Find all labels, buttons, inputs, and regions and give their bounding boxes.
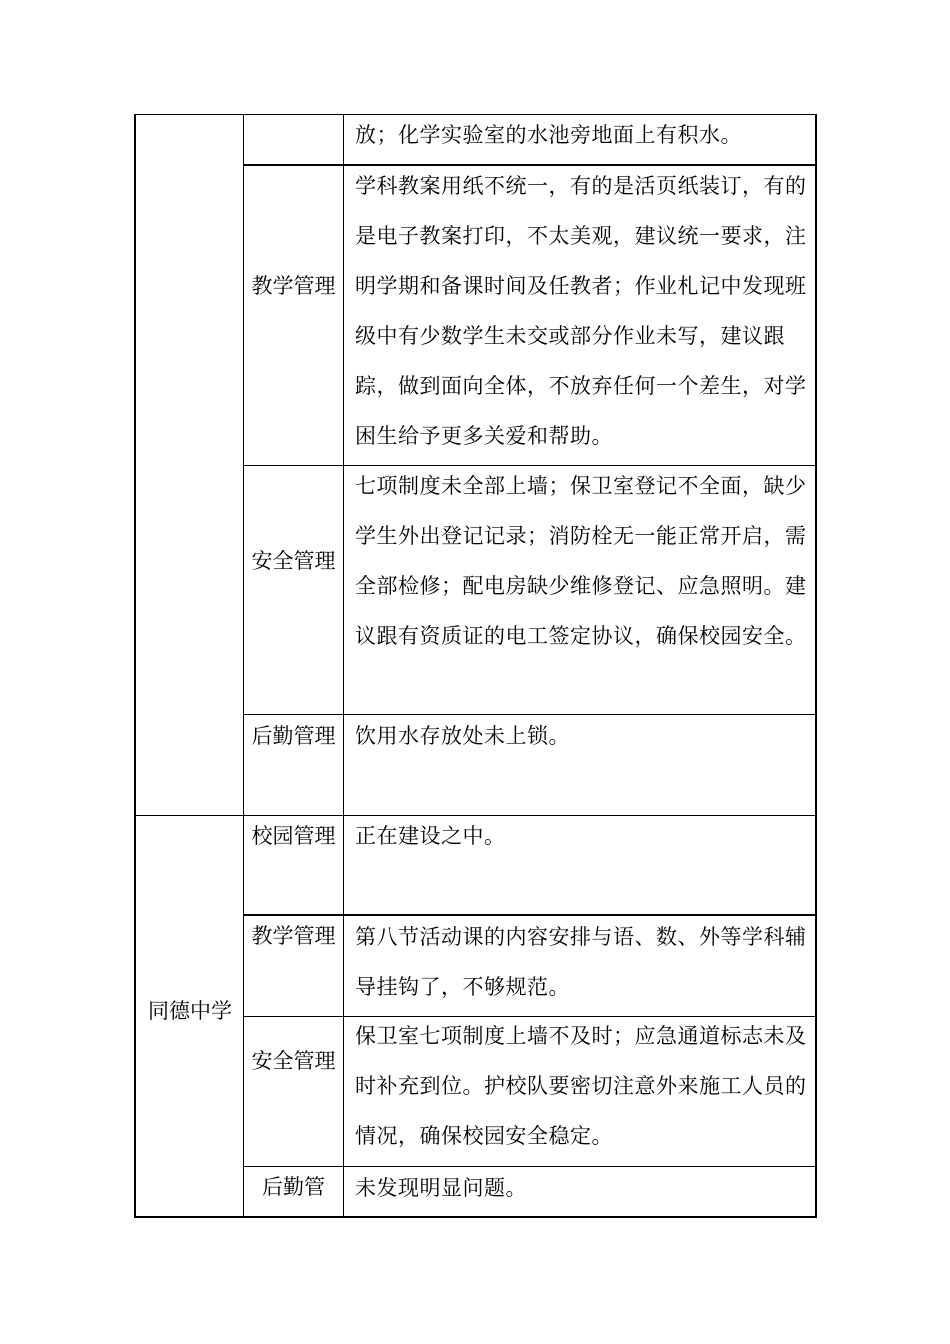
table-border-left (134, 114, 136, 1218)
school-name: 同德中学 (148, 999, 232, 1023)
table-cell-category: 后勤管 (262, 1175, 325, 1199)
table-cell-category: 安全管理 (251, 1049, 336, 1073)
table-cell-content: 饮用水存放处未上锁。 (355, 724, 570, 748)
table-cell-content: 放；化学实验室的水池旁地面上有积水。 (355, 123, 742, 147)
table-cell-category: 校园管理 (251, 824, 336, 848)
table-cell-content: 第八节活动课的内容安排与语、数、外等学科辅导挂钩了，不够规范。 (355, 925, 807, 999)
table-cell-category: 教学管理 (251, 924, 336, 948)
table-border-right (815, 114, 817, 1218)
table-divider-col2 (343, 114, 344, 1218)
table-cell-content: 保卫室七项制度上墙不及时；应急通道标志未及时补充到位。护校队要密切注意外来施工人员的情况，确保校园安全稳定。 (355, 1024, 807, 1148)
table-cell-content: 七项制度未全部上墙；保卫室登记不全面，缺少学生外出登记记录；消防栓无一能正常开启，需全部检修；配电房缺少维修登记、应急照明。建议跟有资质证的电工签定协议，确保校园安全。 (355, 474, 807, 648)
table-border-bottom (134, 1216, 817, 1218)
table-cell-category: 后勤管理 (251, 724, 336, 748)
table-cell-content: 正在建设之中。 (355, 824, 506, 848)
table-cell-category: 教学管理 (251, 274, 336, 298)
table-cell-category: 安全管理 (251, 549, 336, 573)
table-cell-content: 未发现明显问题。 (355, 1176, 527, 1200)
table-cell-content: 学科教案用纸不统一，有的是活页纸装订，有的是电子教案打印，不太美观，建议统一要求，注明学期和备课时间及任教者；作业札记中发现班级中有少数学生未交或部分作业未写，建议跟踪，做到面向全体，不放弃任何一个差生，对学困生给予更多关爱和帮助。 (355, 174, 807, 448)
